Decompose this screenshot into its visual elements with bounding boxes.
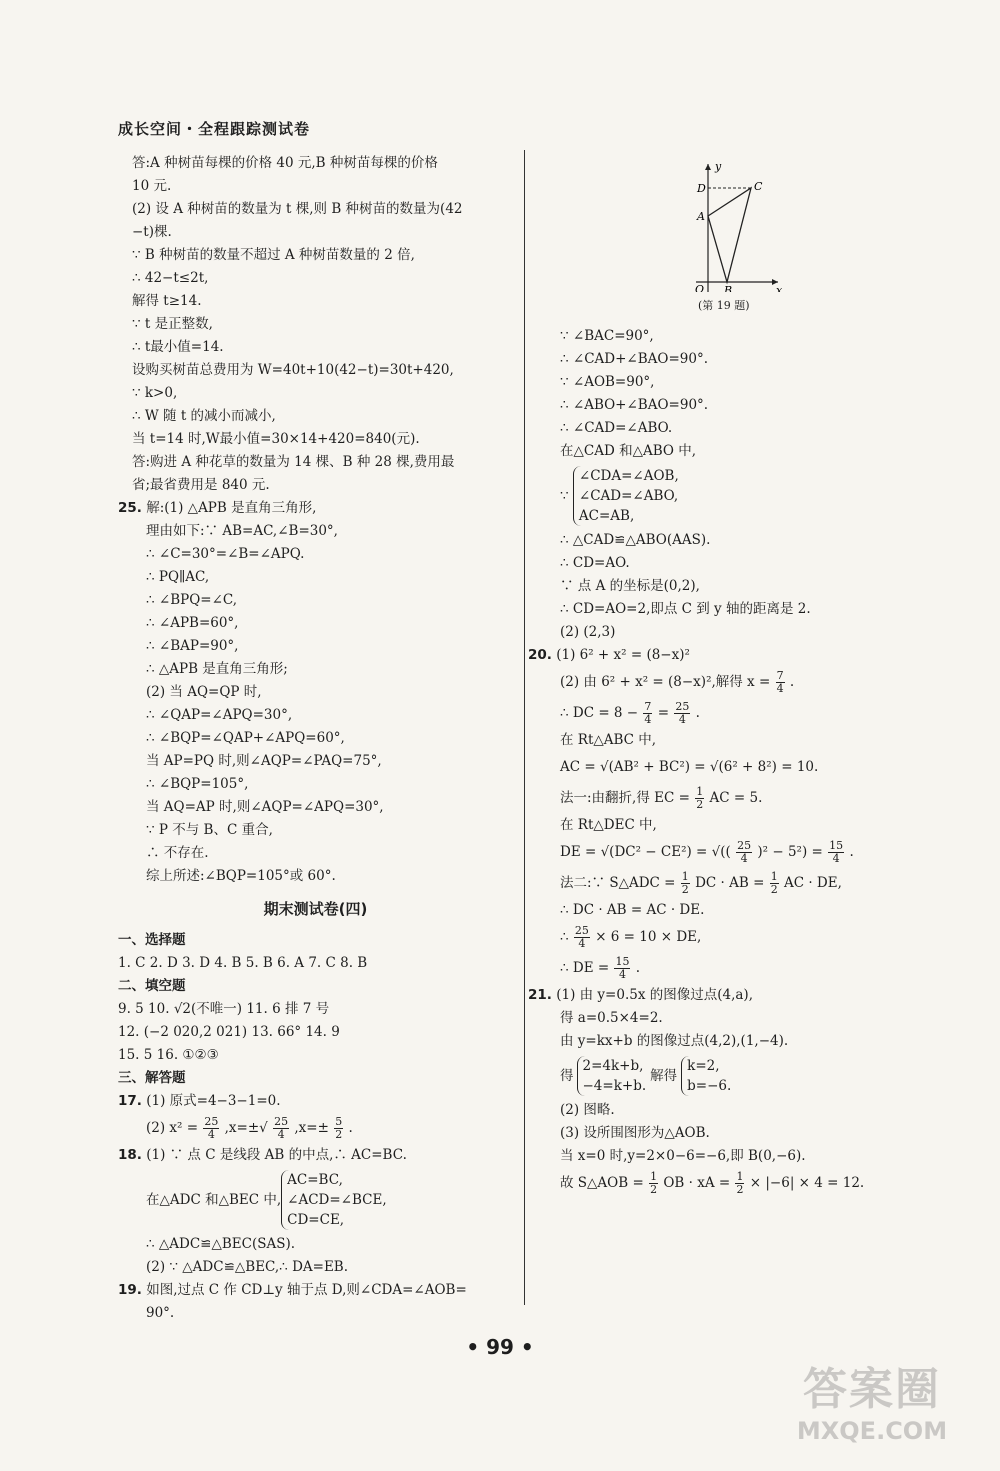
math-line (560, 698, 890, 729)
equation: AC=AB, (578, 508, 635, 524)
y-axis-arrow (705, 164, 711, 170)
text-line: 10 元. (132, 178, 172, 194)
text-line: ∴ ∠ABO+∠BAO=90°. (560, 397, 709, 413)
math-text: (2) x² = (146, 1120, 199, 1136)
subsection-heading: 二、填空题 (118, 978, 186, 994)
numerator: 1 (736, 1170, 744, 1183)
math-line (560, 1053, 890, 1099)
fraction (203, 1116, 219, 1141)
text-line: (2) 设 A 种树苗的数量为 t 棵,则 B 种树苗的数量为(42 (132, 201, 463, 217)
text-line: ∴ ∠BQP=∠QAP+∠APQ=60°, (146, 730, 345, 746)
question-number: 18. (118, 1147, 142, 1163)
math-text: 法二:∵ S△ADC = (560, 875, 676, 891)
text-line: (2) (2,3) (560, 624, 616, 640)
subsection-heading: 一、选择题 (118, 932, 186, 948)
fraction (614, 956, 630, 981)
fraction (735, 1171, 744, 1196)
equation: ∠ACD=∠BCE, (287, 1192, 387, 1208)
equation-system (681, 1056, 731, 1096)
numerator: 7 (776, 669, 784, 682)
numerator: 15 (615, 955, 630, 968)
left-column (118, 152, 513, 1325)
text-line: ∵ ∠BAC=90°, (560, 328, 654, 344)
denominator: 4 (678, 713, 686, 726)
question-number: 25. (118, 500, 142, 516)
numerator: 25 (675, 700, 690, 713)
text-line: 当 x=0 时,y=2×0−6=−6,即 B(0,−6). (560, 1148, 806, 1164)
watermark-text: 答案圈 (803, 1364, 941, 1415)
figure-caption: (第 19 题) (698, 299, 750, 312)
equation: AC=BC, (287, 1172, 343, 1188)
text-line: ∴ CD=AO. (560, 555, 630, 571)
text-line: 答:购进 A 种花草的数量为 14 棵、B 种 28 棵,费用最 (132, 454, 455, 470)
math-text: ∴ (560, 929, 569, 945)
math-text: × |−6| × 4 = 12. (749, 1175, 865, 1191)
math-line (118, 1113, 513, 1144)
math-text: . (348, 1120, 353, 1136)
math-text: DC · AB = (695, 875, 765, 891)
math-text: . (695, 705, 700, 721)
text-line: ∴ DC · AB = AC · DE. (560, 902, 705, 918)
section-title: 期末测试卷(四) (263, 900, 368, 918)
coordinate-diagram (678, 152, 788, 292)
numerator: 25 (274, 1115, 289, 1128)
text-line: ∵ B 种树苗的数量不超过 A 种树苗数量的 2 倍, (132, 247, 415, 263)
fraction (828, 840, 844, 865)
question-number: 17. (118, 1093, 142, 1109)
text-line: ∴ ∠BQP=105°, (146, 776, 249, 792)
text-line: 解得 t≥14. (132, 293, 202, 309)
label-a: A (697, 210, 705, 223)
text-line: 在 Rt△ABC 中, (560, 732, 657, 748)
fraction (681, 871, 690, 896)
numerator: 1 (770, 870, 778, 883)
watermark-url: MXQE.COM (796, 1417, 948, 1445)
text-line: (1) 原式=4−3−1=0. (146, 1093, 281, 1109)
numerator: 1 (696, 785, 704, 798)
equation: 2=4k+b, (582, 1058, 644, 1074)
label-d: D (697, 182, 706, 195)
denominator: 2 (681, 883, 689, 896)
column-divider (524, 150, 525, 1305)
page-number: • 99 • (466, 1335, 534, 1359)
math-line (560, 953, 890, 984)
text-line: AC = √(AB² + BC²) = √(6² + 8²) = 10. (560, 759, 819, 775)
text-line: ∴ △APB 是直角三角形; (146, 661, 288, 677)
equation: k=2, (687, 1058, 720, 1074)
text-line: (2) 图略. (560, 1102, 615, 1118)
text-line: ∴ 不存在. (146, 845, 209, 861)
text-line: 答:A 种树苗每棵的价格 40 元,B 种树苗每棵的价格 (132, 155, 438, 171)
equation: b=−6. (687, 1078, 732, 1094)
fraction (334, 1116, 343, 1141)
question-number: 19. (118, 1282, 142, 1298)
math-line (560, 837, 890, 868)
text-line: ∴ ∠C=30°=∠B=∠APQ. (146, 546, 305, 562)
text-line: ∴ W 随 t 的减小而减小, (132, 408, 276, 424)
math-text: = (657, 705, 670, 721)
fraction (273, 1116, 289, 1141)
math-text: . (789, 674, 795, 690)
text-line: 在△CAD 和△ABO 中, (560, 443, 697, 459)
fraction (649, 1171, 658, 1196)
numerator: 1 (681, 870, 689, 883)
numerator: 7 (644, 700, 652, 713)
text-line: (2) ∵ △ADC≌△BEC,∴ DA=EB. (146, 1259, 349, 1275)
text-line: ∴ ∠QAP=∠APQ=30°, (146, 707, 293, 723)
denominator: 4 (578, 937, 586, 950)
text-line: 当 AP=PQ 时,则∠AQP=∠PAQ=75°, (146, 753, 382, 769)
math-line (560, 868, 890, 899)
text-line: ∵ t 是正整数, (132, 316, 213, 332)
math-text: . (635, 960, 641, 976)
answer-line: 15. 5 16. ①②③ (118, 1047, 219, 1063)
text-line: 设购买树苗总费用为 W=40t+10(42−t)=30t+420, (132, 362, 454, 378)
math-text: 法一:由翻折,得 EC = (560, 790, 690, 806)
fraction (770, 871, 779, 896)
denominator: 4 (207, 1128, 215, 1141)
numerator: 25 (204, 1115, 219, 1128)
math-line (560, 783, 890, 814)
numerator: 1 (650, 1170, 658, 1183)
text-line: ∴ △CAD≌△ABO(AAS). (560, 532, 711, 548)
math-text: 故 S△AOB = (560, 1175, 644, 1191)
text-line: ∴ 42−t≤2t, (132, 270, 209, 286)
text-line: ∵ ∠AOB=90°, (560, 374, 655, 390)
text-line: 在 Rt△DEC 中, (560, 817, 657, 833)
text-line: 解:(1) △APB 是直角三角形, (146, 500, 317, 516)
label-x: x (776, 284, 783, 292)
text-line: 当 t=14 时,W最小值=30×14+420=840(元). (132, 431, 420, 447)
numerator: 25 (574, 924, 589, 937)
text-line: 省;最省费用是 840 元. (132, 477, 270, 493)
fraction (695, 786, 704, 811)
equation-system (281, 1170, 386, 1230)
watermark-logo (782, 1353, 962, 1453)
text-line: 得 a=0.5×4=2. (560, 1010, 663, 1026)
math-line (560, 667, 890, 698)
text-line: ∴ CD=AO=2,即点 C 到 y 轴的距离是 2. (560, 601, 811, 617)
fraction (643, 701, 652, 726)
text-line: ∴ ∠BAP=90°, (146, 638, 239, 654)
denominator: 4 (776, 682, 784, 695)
text-line: ∴ t最小值=14. (132, 339, 224, 355)
text-line: (3) 设所围图形为△AOB. (560, 1125, 710, 1141)
text-line: ∵ 点 A 的坐标是(0,2), (560, 578, 700, 594)
equation: CD=CE, (287, 1212, 345, 1228)
fraction (574, 925, 590, 950)
math-text: )² − 5²) = (757, 844, 823, 860)
fraction (776, 670, 785, 695)
math-line (118, 1167, 513, 1233)
math-text: (2) 由 6² + x² = (8−x)²,解得 x = (560, 674, 771, 690)
math-text: ∴ DC = 8 − (560, 705, 639, 721)
label-o: O (695, 283, 705, 292)
text-line: ∴ ∠CAD=∠ABO. (560, 420, 673, 436)
equation-system (573, 466, 679, 526)
fraction (736, 840, 752, 865)
label-b: B (724, 284, 733, 292)
numerator: 5 (335, 1115, 343, 1128)
math-text: ∴ DE = (560, 960, 610, 976)
subsection-heading: 三、解答题 (118, 1070, 186, 1086)
text-line: 90°. (146, 1305, 175, 1321)
label-c: C (754, 180, 763, 193)
denominator: 2 (696, 798, 704, 811)
page-header-title: 成长空间・全程跟踪测试卷 (118, 120, 311, 138)
text-line: 理由如下:∵ AB=AC,∠B=30°, (146, 523, 338, 539)
math-text: ,x=±√ (224, 1120, 268, 1136)
numerator: 15 (829, 839, 844, 852)
math-text: OB · xA = (663, 1175, 731, 1191)
denominator: 4 (618, 968, 626, 981)
text-line: ∴ △ADC≌△BEC(SAS). (146, 1236, 296, 1252)
math-text: AC · DE, (783, 875, 842, 891)
text-line: ∵ k>0, (132, 385, 178, 401)
text-line: (1) ∵ 点 C 是线段 AB 的中点,∴ AC=BC. (146, 1147, 407, 1163)
math-text: AC = 5. (709, 790, 763, 806)
text-line: (1) 由 y=0.5x 的图像过点(4,a), (556, 987, 753, 1003)
equation-system (577, 1056, 647, 1096)
denominator: 4 (644, 713, 652, 726)
text-line: ∵ P 不与 B、C 重合, (146, 822, 273, 838)
math-text: 在△ADC 和△BEC 中, (146, 1191, 282, 1208)
denominator: 2 (736, 1183, 744, 1196)
denominator: 2 (650, 1183, 658, 1196)
math-text: × 6 = 10 × DE, (595, 929, 702, 945)
question-number: 21. (528, 987, 552, 1003)
text-line: 如图,过点 C 作 CD⊥y 轴于点 D,则∠CDA=∠AOB= (146, 1282, 467, 1298)
triangle-abc (708, 188, 751, 282)
answer-line: 9. 5 10. √2(不唯一) 11. 6 排 7 号 (118, 1001, 330, 1017)
math-text: . (849, 844, 854, 860)
text-line: ∴ ∠BPQ=∠C, (146, 592, 238, 608)
equation: −4=k+b. (582, 1078, 647, 1094)
text-line: −t)棵. (132, 224, 172, 240)
math-text: DE = √(DC² − CE²) = √(( (560, 844, 731, 860)
right-column (528, 152, 890, 1199)
fraction (674, 701, 690, 726)
denominator: 4 (832, 852, 840, 865)
math-text: 解得 (650, 1067, 678, 1084)
answer-line: 1. C 2. D 3. D 4. B 5. B 6. A 7. C 8. B (118, 955, 368, 971)
answer-line: 12. (−2 020,2 021) 13. 66° 14. 9 (118, 1024, 340, 1040)
text-line: 综上所述:∠BQP=105°或 60°. (146, 868, 336, 884)
text-line: 由 y=kx+b 的图像过点(4,2),(1,−4). (560, 1033, 789, 1049)
text-line: ∴ ∠APB=60°, (146, 615, 239, 631)
because-symbol: ∵ (560, 487, 573, 504)
geometry-figure (678, 152, 788, 292)
math-line (560, 463, 890, 529)
math-text: ,x=± (294, 1120, 329, 1136)
question-number: 20. (528, 647, 552, 663)
math-line (560, 1168, 890, 1199)
denominator: 2 (770, 883, 778, 896)
text-line: (1) 6² + x² = (8−x)² (556, 647, 690, 663)
text-line: ∴ ∠CAD+∠BAO=90°. (560, 351, 708, 367)
equation: ∠CDA=∠AOB, (578, 468, 679, 484)
math-text: 得 (560, 1067, 574, 1084)
numerator: 25 (737, 839, 752, 852)
denominator: 4 (277, 1128, 285, 1141)
equation: ∠CAD=∠ABO, (578, 488, 679, 504)
text-line: 当 AQ=AP 时,则∠AQP=∠APQ=30°, (146, 799, 384, 815)
text-line: ∴ PQ∥AC, (146, 569, 210, 585)
label-y: y (715, 160, 722, 173)
math-line (560, 922, 890, 953)
denominator: 4 (740, 852, 748, 865)
text-line: (2) 当 AQ=QP 时, (146, 684, 262, 700)
denominator: 2 (335, 1128, 343, 1141)
